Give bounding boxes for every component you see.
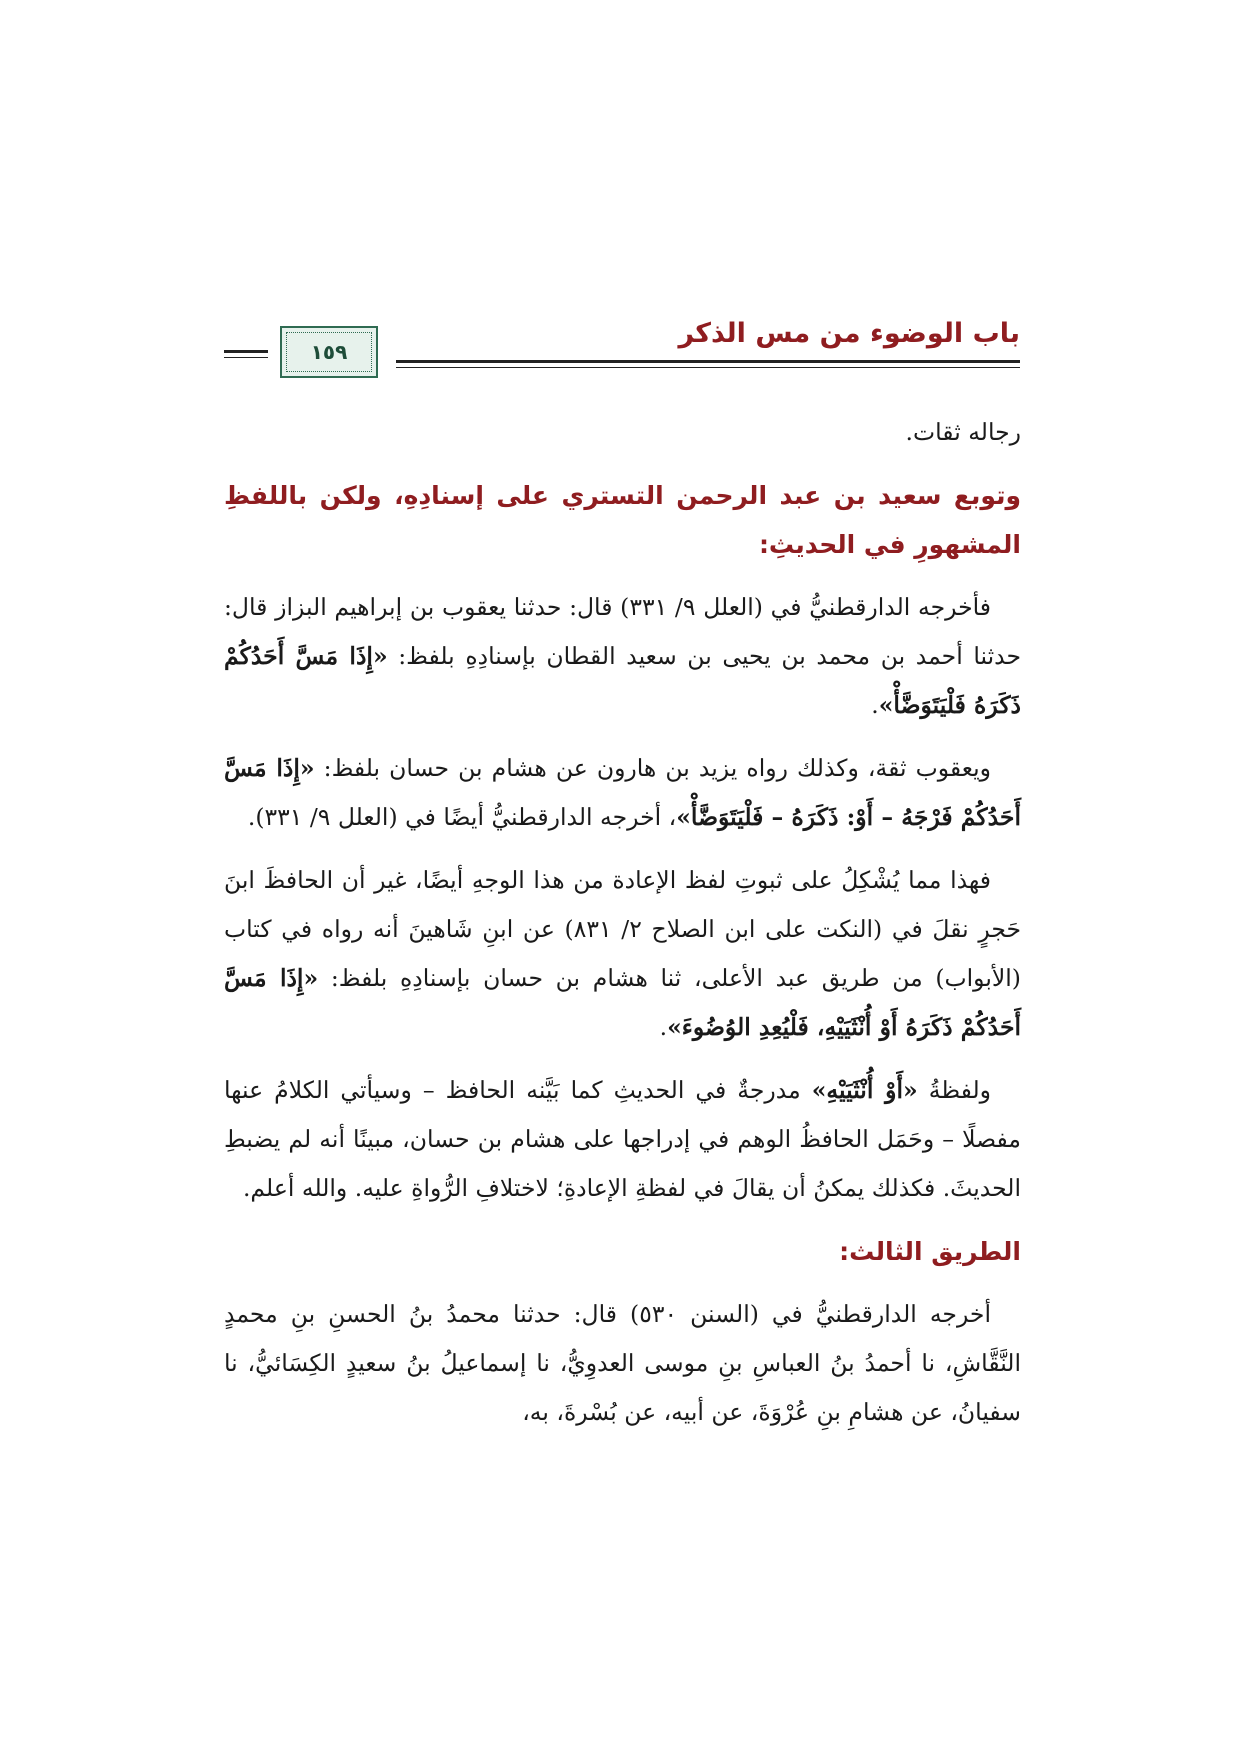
paragraph-end: .: [659, 1013, 668, 1041]
paragraph-yaqub-thiqa: [224, 744, 1021, 842]
chapter-title: باب الوضوء من مس الذكر: [678, 318, 1020, 349]
section-heading-third-route: الطريق الثالث:: [839, 1237, 1021, 1266]
hadith-quote: «إِذَا مَسَّ أَحَدُكُمْ فَرْجَهُ – أَوْ: ذَكَرَهُ – فَلْيَتَوَضَّأْ»: [224, 754, 1021, 831]
page-header: [224, 318, 1020, 388]
paragraph-text: ولفظةُ: [928, 1076, 991, 1104]
paragraph-text-continued: ، أخرجه الدارقطنيُّ أيضًا في (العلل ٩/ ٣٣١).: [247, 803, 677, 831]
paragraph-ishkal: [224, 856, 1021, 1052]
page-number-frame: [280, 326, 378, 378]
paragraph-end: .: [871, 691, 879, 719]
paragraph-mudraja: [224, 1066, 1021, 1213]
page-body: [224, 408, 1021, 1451]
header-rule-right-thin: [396, 367, 1020, 368]
header-rule-right: [396, 360, 1020, 363]
hadith-quote: «أَوْ أُنْثَيَيْهِ»: [811, 1076, 918, 1104]
page-number: ١٥٩: [310, 340, 348, 364]
paragraph-daraqutni-ilal: [224, 583, 1021, 730]
hadith-quote: «إِذَا مَسَّ أَحَدُكُمْ ذَكَرَهُ أَوْ أُنْثَيَيْهِ، فَلْيُعِدِ الوُضُوءَ»: [224, 964, 1021, 1041]
section-heading-mutaba: وتوبع سعيد بن عبد الرحمن التستري على إسنادِهِ، ولكن باللفظِ المشهورِ في الحديثِ:: [224, 481, 1021, 559]
paragraph-text: فهذا مما يُشْكِلُ على ثبوتِ لفظ الإعادة من هذا الوجهِ أيضًا، غير أن الحافظَ ابنَ حَجرٍ نقلَ في (النكت على ابن الصلاح ٢/ ٨٣١) عن ابنِ شَاهينَ أنه رواه في كتاب (الأبواب) من طريق عبد الأعلى، ثنا هشام بن حسان بإسنادِهِ بلفظ:: [224, 866, 1022, 992]
header-rule-left-thin: [224, 357, 268, 358]
paragraph-sunan: أخرجه الدارقطنيُّ في (السنن ٥٣٠) قال: حدثنا محمدُ بنُ الحسنِ بنِ محمدٍ النَّقَّاشِ، نا أحمدُ بنُ العباسِ بنِ موسى العدوِيُّ، نا إسماعيلُ بنُ سعيدٍ الكِسَائيُّ، نا سفيانُ، عن هشامِ بنِ عُرْوَةَ، عن أبيه، عن بُسْرةَ، به،: [224, 1300, 1021, 1426]
hadith-quote: «إِذَا مَسَّ أَحَدُكُمْ ذَكَرَهُ فَلْيَتَوَضَّأْ»: [224, 642, 1021, 719]
paragraph-text: فأخرجه الدارقطنيُّ في (العلل ٩/ ٣٣١) قال: حدثنا يعقوب بن إبراهيم البزاز قال: حدثنا أحمد بن محمد بن يحيى بن سعيد القطان بإسنادِهِ بلفظ:: [224, 593, 1021, 670]
paragraph-text: ويعقوب ثقة، وكذلك رواه يزيد بن هارون عن هشام بن حسان بلفظ:: [323, 754, 991, 782]
header-rule-left: [224, 350, 268, 353]
rijal-line: رجاله ثقات.: [905, 418, 1021, 446]
paragraph-text-continued: مدرجةٌ في الحديثِ كما بَيَّنه الحافظ – وسيأتي الكلامُ عنها مفصلًا – وحَمَل الحافظُ الوهم في إدراجها على هشام بن حسان، مبينًا أنه لم يضبطِ الحديثَ. فكذلك يمكنُ أن يقالَ في لفظةِ الإعادةِ؛ لاختلافِ الرُّواةِ عليه. والله أعلم.: [224, 1076, 1021, 1202]
